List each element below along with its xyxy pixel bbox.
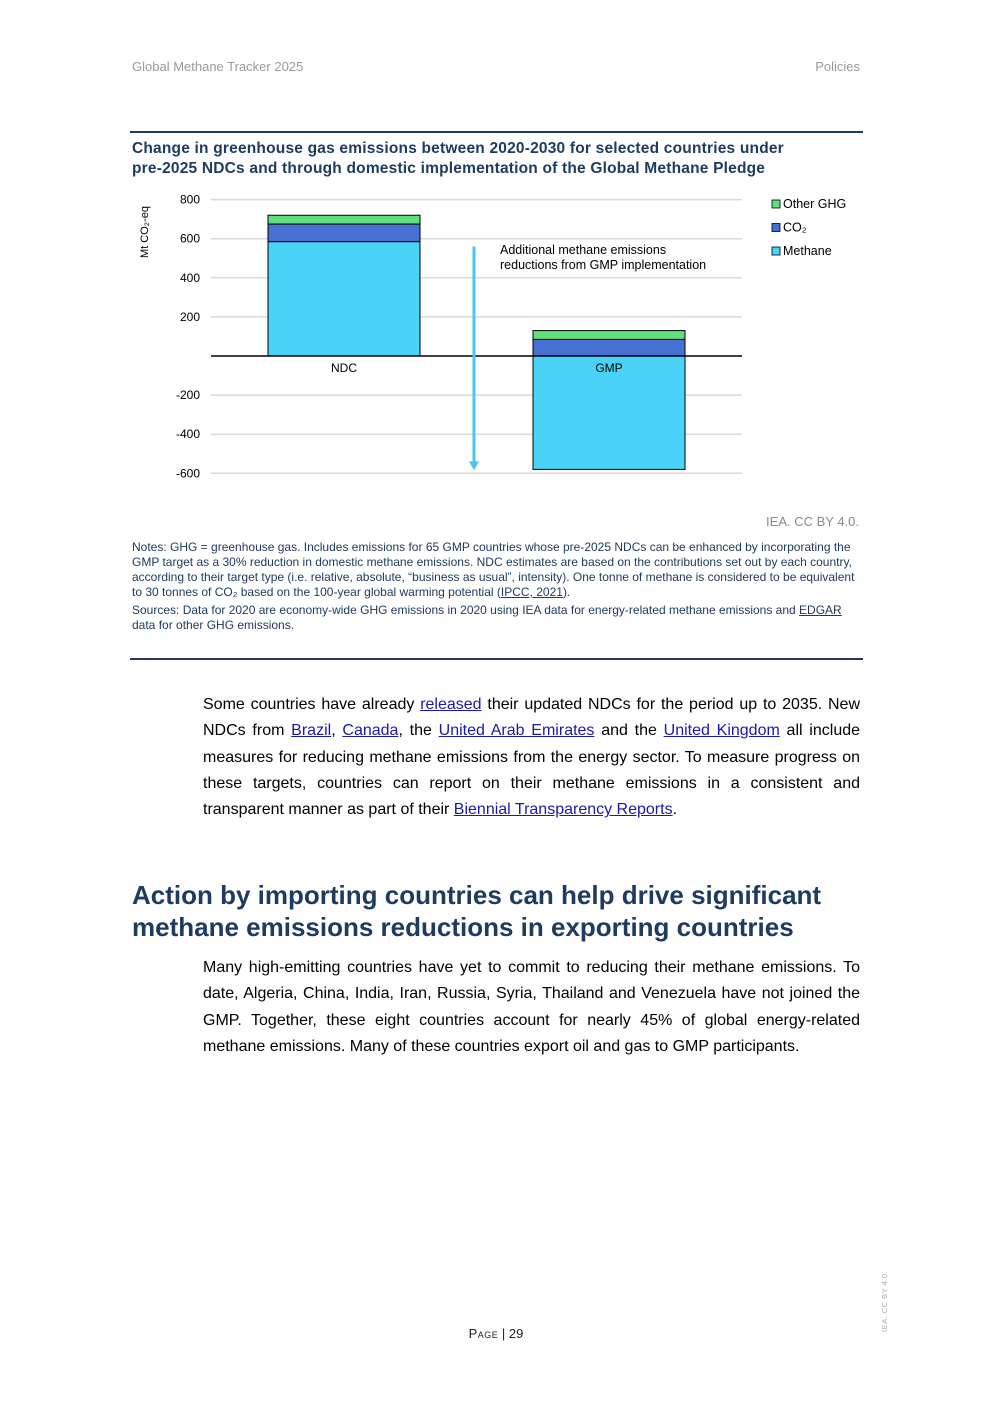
legend-label: CO₂: [783, 220, 807, 235]
figure-credit: IEA. CC BY 4.0.: [766, 514, 859, 529]
y-tick-label: 400: [179, 270, 200, 285]
x-category-label: GMP: [595, 361, 623, 375]
uk-link[interactable]: United Kingdom: [663, 722, 780, 740]
page-number: 29: [508, 1326, 524, 1341]
x-category-label: NDC: [331, 361, 357, 375]
y-tick-label: 200: [179, 309, 200, 324]
sources-paragraph: Sources: Data for 2020 are economy-wide GHG emissions in 2020 using IEA data for energy-related methane emissions and EDGAR data for other GHG emissions.: [132, 603, 842, 632]
bar-segment: [268, 224, 420, 242]
annotation-text-line-1: Additional methane emissions: [500, 243, 667, 257]
section-heading-line-1: Action by importing countries can help drive significant: [132, 880, 822, 910]
bar-segment: [533, 331, 685, 340]
importing-countries-paragraph: Many high-emitting countries have yet to commit to reducing their methane emissions. To date, Algeria, China, India, Iran, Russia, Syria, Thailand and Venezuela have not joined the GMP. Together, these eight countries account for nearly 45% of global energy-related methane emissions. Many of these countries export oil and gas to GMP participants.: [203, 959, 860, 1055]
legend-swatch: [772, 200, 780, 208]
y-tick-label: -600: [175, 466, 200, 481]
released-link[interactable]: released: [420, 696, 482, 713]
bar-segment: [268, 242, 420, 356]
section-heading-line-2: methane emissions reductions in exporting countries: [132, 912, 794, 942]
running-header-section: Policies: [815, 59, 860, 74]
page-separator: |: [498, 1326, 509, 1341]
figure-title-line-2: pre-2025 NDCs and through domestic implementation of the Global Methane Pledge: [132, 160, 766, 177]
running-header-title: Global Methane Tracker 2025: [132, 59, 304, 74]
figure-title-line-1: Change in greenhouse gas emissions between 2020-2030 for selected countries under: [132, 140, 784, 157]
y-tick-label: -200: [175, 388, 200, 403]
notes-paragraph: Notes: GHG = greenhouse gas. Includes emissions for 65 GMP countries whose pre-2025 NDCs can be enhanced by incorporating the GMP target as a 30% reduction in domestic methane emissions. NDC estimates are based on the contributions set out by each country, according to their target type (i.e. relative, absolute, “business as usual”, intensity). One tonne of methane is considered to be equivalent to 30 tonnes of CO₂ based on the 100-year global warming potential (IPCC, 2021).: [132, 540, 855, 599]
bar-segment: [533, 339, 685, 356]
canada-link[interactable]: Canada: [342, 722, 399, 740]
annotation-arrow-head: [469, 461, 479, 470]
edgar-link[interactable]: EDGAR: [799, 603, 842, 617]
ndc-paragraph: Some countries have already released their updated NDCs for the period up to 2035. New NDCs from Brazil, Canada, the United Arab Emirates and the United Kingdom all include measures for reducing methane emissions from the energy sector. To measure progress on these targets, countries can report on their methane emissions in a consistent and transparent manner as part of their Biennial Transparency Reports.: [203, 696, 861, 819]
legend-swatch: [772, 247, 780, 255]
brazil-link[interactable]: Brazil: [291, 722, 332, 740]
legend-swatch: [772, 224, 780, 232]
legend-label: Other GHG: [783, 197, 847, 211]
y-tick-label: 600: [179, 231, 200, 246]
y-tick-label: 800: [179, 192, 200, 207]
annotation-text-line-2: reductions from GMP implementation: [500, 258, 707, 272]
bar-segment: [268, 215, 420, 224]
ipcc-link[interactable]: IPCC, 2021: [500, 585, 563, 599]
section-heading: [132, 879, 872, 943]
figure-bottom-rule: [130, 658, 863, 660]
side-credit: IEA. CC BY 4.0.: [880, 1270, 889, 1332]
y-axis-label: Mt CO₂-eq: [139, 206, 151, 258]
y-tick-label: -400: [175, 427, 200, 442]
biennial-transparency-reports-link[interactable]: Biennial Transparency Reports: [453, 801, 673, 819]
uae-link[interactable]: United Arab Emirates: [438, 722, 595, 740]
page-footer: [0, 1326, 992, 1341]
emissions-chart: [0, 0, 992, 510]
page-label: Page: [468, 1326, 499, 1341]
figure-notes: [132, 540, 860, 633]
legend-label: Methane: [783, 244, 832, 258]
